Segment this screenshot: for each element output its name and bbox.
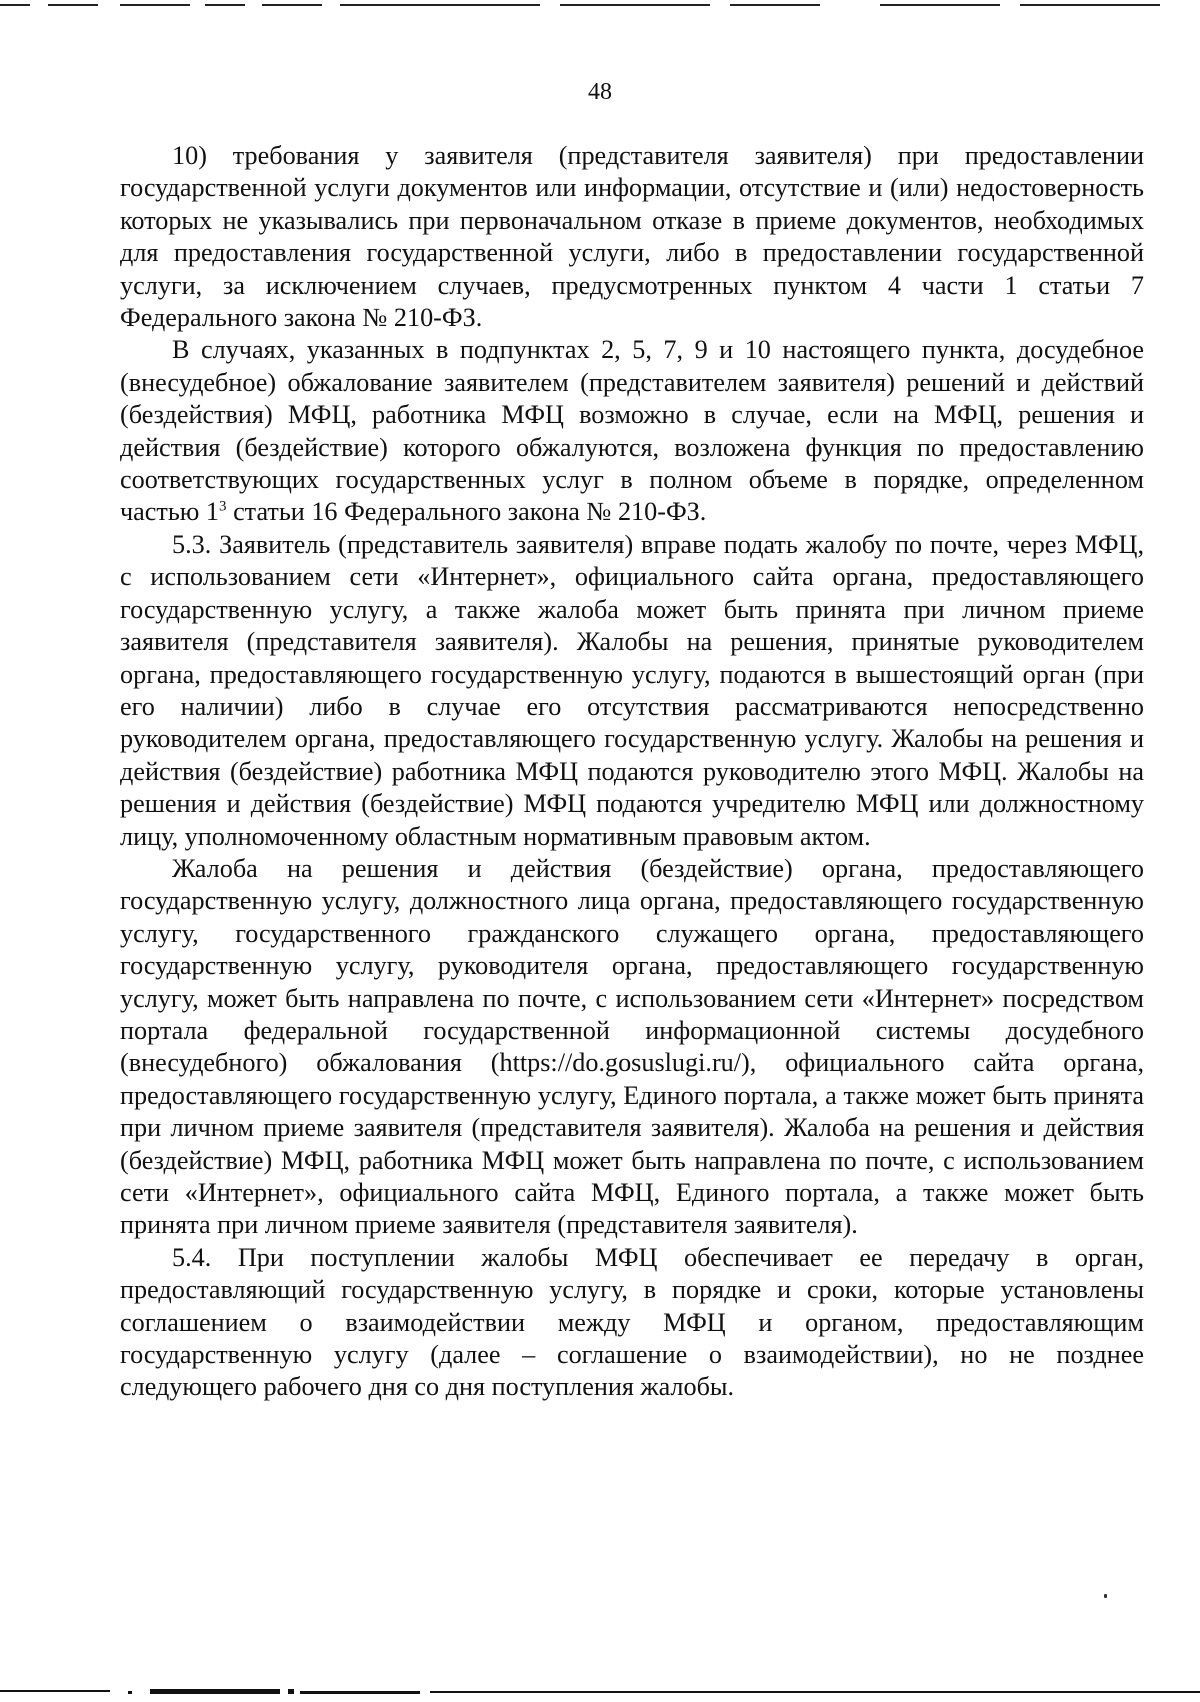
page-number: 48 <box>588 79 612 105</box>
paragraph-5-4: 5.4. При поступлении жалобы МФЦ обеспечивает ее передачу в орган, предоставляющий государственную услугу, в порядке и сроки, которые установлены соглашением о взаимодействии между МФЦ и органом, предоставляющим государственную услугу (далее – соглашение о взаимодействии), но не позднее следующего рабочего дня со дня поступления жалобы. <box>120 1242 1144 1402</box>
scan-dot <box>1104 1594 1107 1598</box>
paragraph-cases-appeal <box>120 334 1144 528</box>
paragraph-cases-appeal-text: В случаях, указанных в подпунктах 2, 5, 7, 9 и 10 настоящего пункта, досудебное (внесудебное) обжалование заявителем (представителем заявителя) решений и действий (бездействия) МФЦ, работника МФЦ возможно в случае, если на МФЦ, решения и действия (бездействие) которого обжалуются, возложена функция по предоставлению соответствующих государственных услуг в полном объеме в порядке, определенном частью 1 <box>120 335 1144 527</box>
superscript-3: 3 <box>219 498 227 515</box>
document-body <box>120 140 1144 1404</box>
paragraph-complaint-channels: Жалоба на решения и действия (бездействие) органа, предоставляющего государственную услугу, должностного лица органа, предоставляющего государственную услугу, государственного гражданского служащего органа, предоставляющего государственную услугу, руководителя органа, предоставляющего государственную услугу, может быть направлена по почте, с использованием сети «Интернет» посредством портала федеральной государственной информационной системы досудебного (внесудебного) обжалования (https://do.gosuslugi.ru/), официального сайта органа, предоставляющего государственную услугу, Единого портала, а также может быть принята при личном приеме заявителя (представителя заявителя). Жалоба на решения и действия (бездействие) МФЦ, работника МФЦ может быть направлена по почте, с использованием сети «Интернет», официального сайта МФЦ, Единого портала, а также может быть принята при личном приеме заявителя (представителя заявителя). <box>120 853 1144 1240</box>
paragraph-5-3: 5.3. Заявитель (представитель заявителя) вправе подать жалобу по почте, через МФЦ, с использованием сети «Интернет», официального сайта органа, предоставляющего государственную услугу, а также жалоба может быть принята при личном приеме заявителя (представителя заявителя). Жалобы на решения, принятые руководителем органа, предоставляющего государственную услугу, подаются в вышестоящий орган (при его наличии) либо в случае его отсутствия рассматриваются непосредственно руководителем органа, предоставляющего государственную услугу. Жалобы на решения и действия (бездействие) работника МФЦ подаются руководителю этого МФЦ. Жалобы на решения и действия (бездействие) МФЦ подаются учредителю МФЦ или должностному лицу, уполномоченному областным нормативным правовым актом. <box>120 529 1144 851</box>
scan-artifact-bottom <box>0 1688 1200 1698</box>
scan-artifact-top <box>0 2 1200 8</box>
paragraph-10-requirements: 10) требования у заявителя (представителя заявителя) при предоставлении государственной услуги документов или информации, отсутствие и (или) недостоверность которых не указывались при первоначальном отказе в приеме документов, необходимых для предоставления государственной услуги, либо в предоставлении государственной услуги, за исключением случаев, предусмотренных пунктом 4 части 1 статьи 7 Федерального закона № 210-ФЗ. <box>120 141 1144 333</box>
paragraph-cases-appeal-tail: статьи 16 Федерального закона № 210-ФЗ. <box>226 497 707 527</box>
